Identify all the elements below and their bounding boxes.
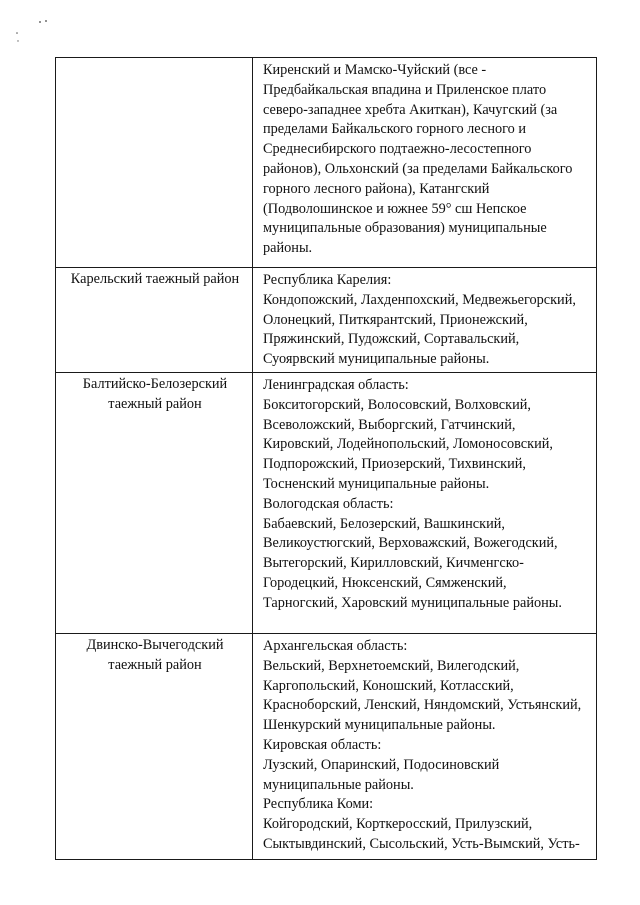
table-row: [56, 268, 597, 373]
districts-line: Вологодская область:: [263, 495, 394, 512]
districts-line: Койгородский, Корткеросский, Прилузский,: [263, 816, 533, 833]
districts-line: северо-западнее хребта Акиткан), Качугский (за: [263, 101, 558, 118]
districts-line: Среднесибирского подтаежно-лесостепного: [263, 141, 532, 158]
scan-marks: [14, 14, 54, 44]
districts-line: районов), Ольхонский (за пределами Байкальского: [263, 160, 573, 177]
districts-line: Шенкурский муниципальные районы.: [263, 717, 496, 734]
districts-line: (Подволошинское и южнее 59° сш Непское: [263, 200, 527, 217]
districts-line: Подпорожский, Приозерский, Тихвинский,: [263, 456, 526, 473]
districts-line: Республика Коми:: [263, 796, 374, 813]
districts-cell: [253, 58, 597, 268]
districts-line: Кировский, Лодейнопольский, Ломоносовский,: [263, 436, 553, 453]
forest-regions-table: [55, 57, 597, 860]
districts-line: Кировская область:: [263, 736, 382, 753]
districts-line: Олонецкий, Питкярантский, Прионежский,: [263, 311, 528, 328]
districts-line: Вытегорский, Кирилловский, Кичменгско-: [263, 555, 524, 572]
districts-line: Республика Карелия:: [263, 272, 392, 288]
districts-line: Бокситогорский, Волосовский, Волховский,: [263, 396, 531, 413]
region-cell: Двинско-Вычегодский таежный район: [56, 634, 253, 860]
districts-line: Городецкий, Нюксенский, Сямженский,: [263, 574, 507, 591]
districts-line: Лузский, Опаринский, Подосиновский: [263, 756, 500, 773]
districts-line: горного лесного района), Катангский: [263, 180, 490, 197]
districts-line: Всеволожский, Выборгский, Гатчинский,: [263, 416, 516, 433]
districts-line: муниципальные образования) муниципальные: [263, 220, 547, 237]
districts-line: Пряжинский, Пудожский, Сортавальский,: [263, 331, 520, 348]
districts-line: Тосненский муниципальные районы.: [263, 475, 490, 492]
districts-line: муниципальные районы.: [263, 776, 414, 793]
region-cell: Балтийско-Белозерский таежный район: [56, 373, 253, 634]
table-row: [56, 634, 597, 860]
districts-line: Кондопожский, Лахденпохский, Медвежьегорский,: [263, 291, 576, 308]
districts-line: Великоустюгский, Верховажский, Вожегодский,: [263, 535, 558, 552]
districts-line: Красноборский, Ленский, Няндомский, Устьянский,: [263, 697, 582, 714]
table-row: [56, 373, 597, 634]
districts-line: Сыктывдинский, Сысольский, Усть-Вымский, Усть-: [263, 835, 580, 852]
table-row: [56, 58, 597, 268]
districts-line: Вельский, Верхнетоемский, Вилегодский,: [263, 657, 520, 674]
region-cell: [56, 58, 253, 268]
districts-line: Каргопольский, Коношский, Котласский,: [263, 677, 514, 694]
districts-line: Предбайкальская впадина и Приленское плато: [263, 81, 547, 98]
districts-cell: [253, 634, 597, 860]
districts-line: Суоярвский муниципальные районы.: [263, 351, 490, 368]
table-body: [56, 58, 597, 860]
districts-line: пределами Байкальского горного лесного и: [263, 121, 527, 138]
districts-line: Архангельская область:: [263, 638, 408, 654]
region-cell: Карельский таежный район: [56, 268, 253, 373]
districts-line: Киренский и Мамско-Чуйский (все -: [263, 62, 487, 78]
districts-line: Тарногский, Харовский муниципальные районы.: [263, 594, 562, 611]
districts-line: районы.: [263, 240, 313, 257]
districts-line: Бабаевский, Белозерский, Вашкинский,: [263, 515, 505, 532]
districts-line: Ленинградская область:: [263, 377, 409, 393]
districts-cell: [253, 268, 597, 373]
districts-cell: [253, 373, 597, 634]
